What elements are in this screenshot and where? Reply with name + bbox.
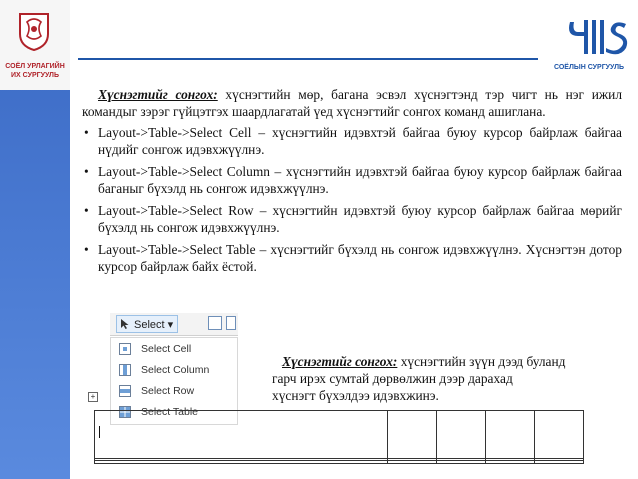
list-item-select-table: • Layout->Table->Select Table – хүснэгтийг бүхэлд нь сонгож идэвхжүүлнэ. Хүснэгтэн дотор курсор байрлаж байх ёстой.	[82, 241, 622, 275]
menu-item-select-cell[interactable]	[111, 338, 237, 359]
properties-icon[interactable]	[226, 316, 236, 330]
select-column-icon	[119, 364, 131, 376]
table-cell[interactable]	[486, 461, 535, 464]
description-line-1	[272, 353, 592, 370]
menu-item-label: Select Cell	[141, 342, 192, 355]
description-line-3: хүснэгт бүхэлдээ идэвхжинэ.	[272, 388, 439, 403]
select-dropdown-button[interactable]	[116, 315, 178, 333]
table-cell[interactable]	[388, 461, 437, 464]
text-cursor	[99, 426, 100, 438]
command-list	[82, 124, 622, 275]
main-content	[82, 86, 622, 280]
description-term: Хүснэгтийг сонгох:	[282, 354, 398, 369]
ribbon-strip	[110, 313, 238, 336]
intro-text: хүснэгтийн мөр, багана эсвэл хүснэгтэнд тэр чигт нь нэг ижил командыг зэрэг гүйцэтгэх шаардлагатай үед хүснэгтийг сонгох команд ашиглана.	[82, 87, 623, 119]
table-demo	[88, 392, 588, 476]
table-row	[95, 411, 584, 459]
table-row	[95, 461, 584, 464]
intro-paragraph	[82, 86, 622, 120]
table-cell[interactable]	[95, 461, 388, 464]
table-move-handle-icon[interactable]: +	[88, 392, 98, 402]
view-gridlines-icon[interactable]	[208, 316, 222, 330]
university-crest-icon	[17, 10, 51, 52]
table-cell[interactable]	[486, 411, 535, 459]
intro-term: Хүснэгтийг сонгох:	[98, 87, 218, 102]
left-logo-panel	[0, 0, 70, 90]
select-dropdown-label: Select ▾	[134, 318, 174, 331]
table-cell[interactable]	[535, 411, 584, 459]
right-university-name: СОЁЛЫН СУРГУУЛЬ	[553, 64, 625, 71]
menu-item-label: Select Table	[141, 405, 199, 418]
menu-item-label: Select Column	[141, 363, 210, 376]
left-university-name: СОЁЛ УРЛАГИЙН ИХ СУРГУУЛЬ	[5, 63, 65, 79]
description-line-2: гарч ирэх сумтай дөрвөлжин дээр дарахад	[272, 371, 513, 386]
school-logo-icon	[562, 14, 632, 58]
demo-table[interactable]	[94, 410, 584, 464]
header-rule	[78, 58, 538, 60]
table-cell[interactable]	[535, 461, 584, 464]
menu-item-label: Select Row	[141, 384, 195, 397]
table-cell[interactable]	[388, 411, 437, 459]
list-item-select-row: • Layout->Table->Select Row – хүснэгтийн идэвхтэй буюу курсор байрлаж байгаа мөрийг бүхэлд нь сонгож идэвхжүүлнэ.	[82, 202, 622, 236]
table-cell[interactable]	[437, 411, 486, 459]
menu-item-select-column[interactable]	[111, 359, 237, 380]
table-cell[interactable]	[95, 411, 388, 459]
list-item-select-column: • Layout->Table->Select Column – хүснэгтийн идэвхтэй байгаа буюу курсор байрлаж байгаа баганыг бүхэлд нь сонгож идэвхжүүлнэ.	[82, 163, 622, 197]
description-text-1: хүснэгтийн зүүн дээд буланд	[397, 354, 566, 369]
list-item-select-cell: • Layout->Table->Select Cell – хүснэгтийн идэвхтэй байгаа буюу курсор байрлаж байгаа нүдийг сонгож идэвхжүүлнэ.	[82, 124, 622, 158]
select-cell-icon	[119, 343, 131, 355]
table-cell[interactable]	[437, 461, 486, 464]
cursor-arrow-icon	[120, 318, 130, 330]
